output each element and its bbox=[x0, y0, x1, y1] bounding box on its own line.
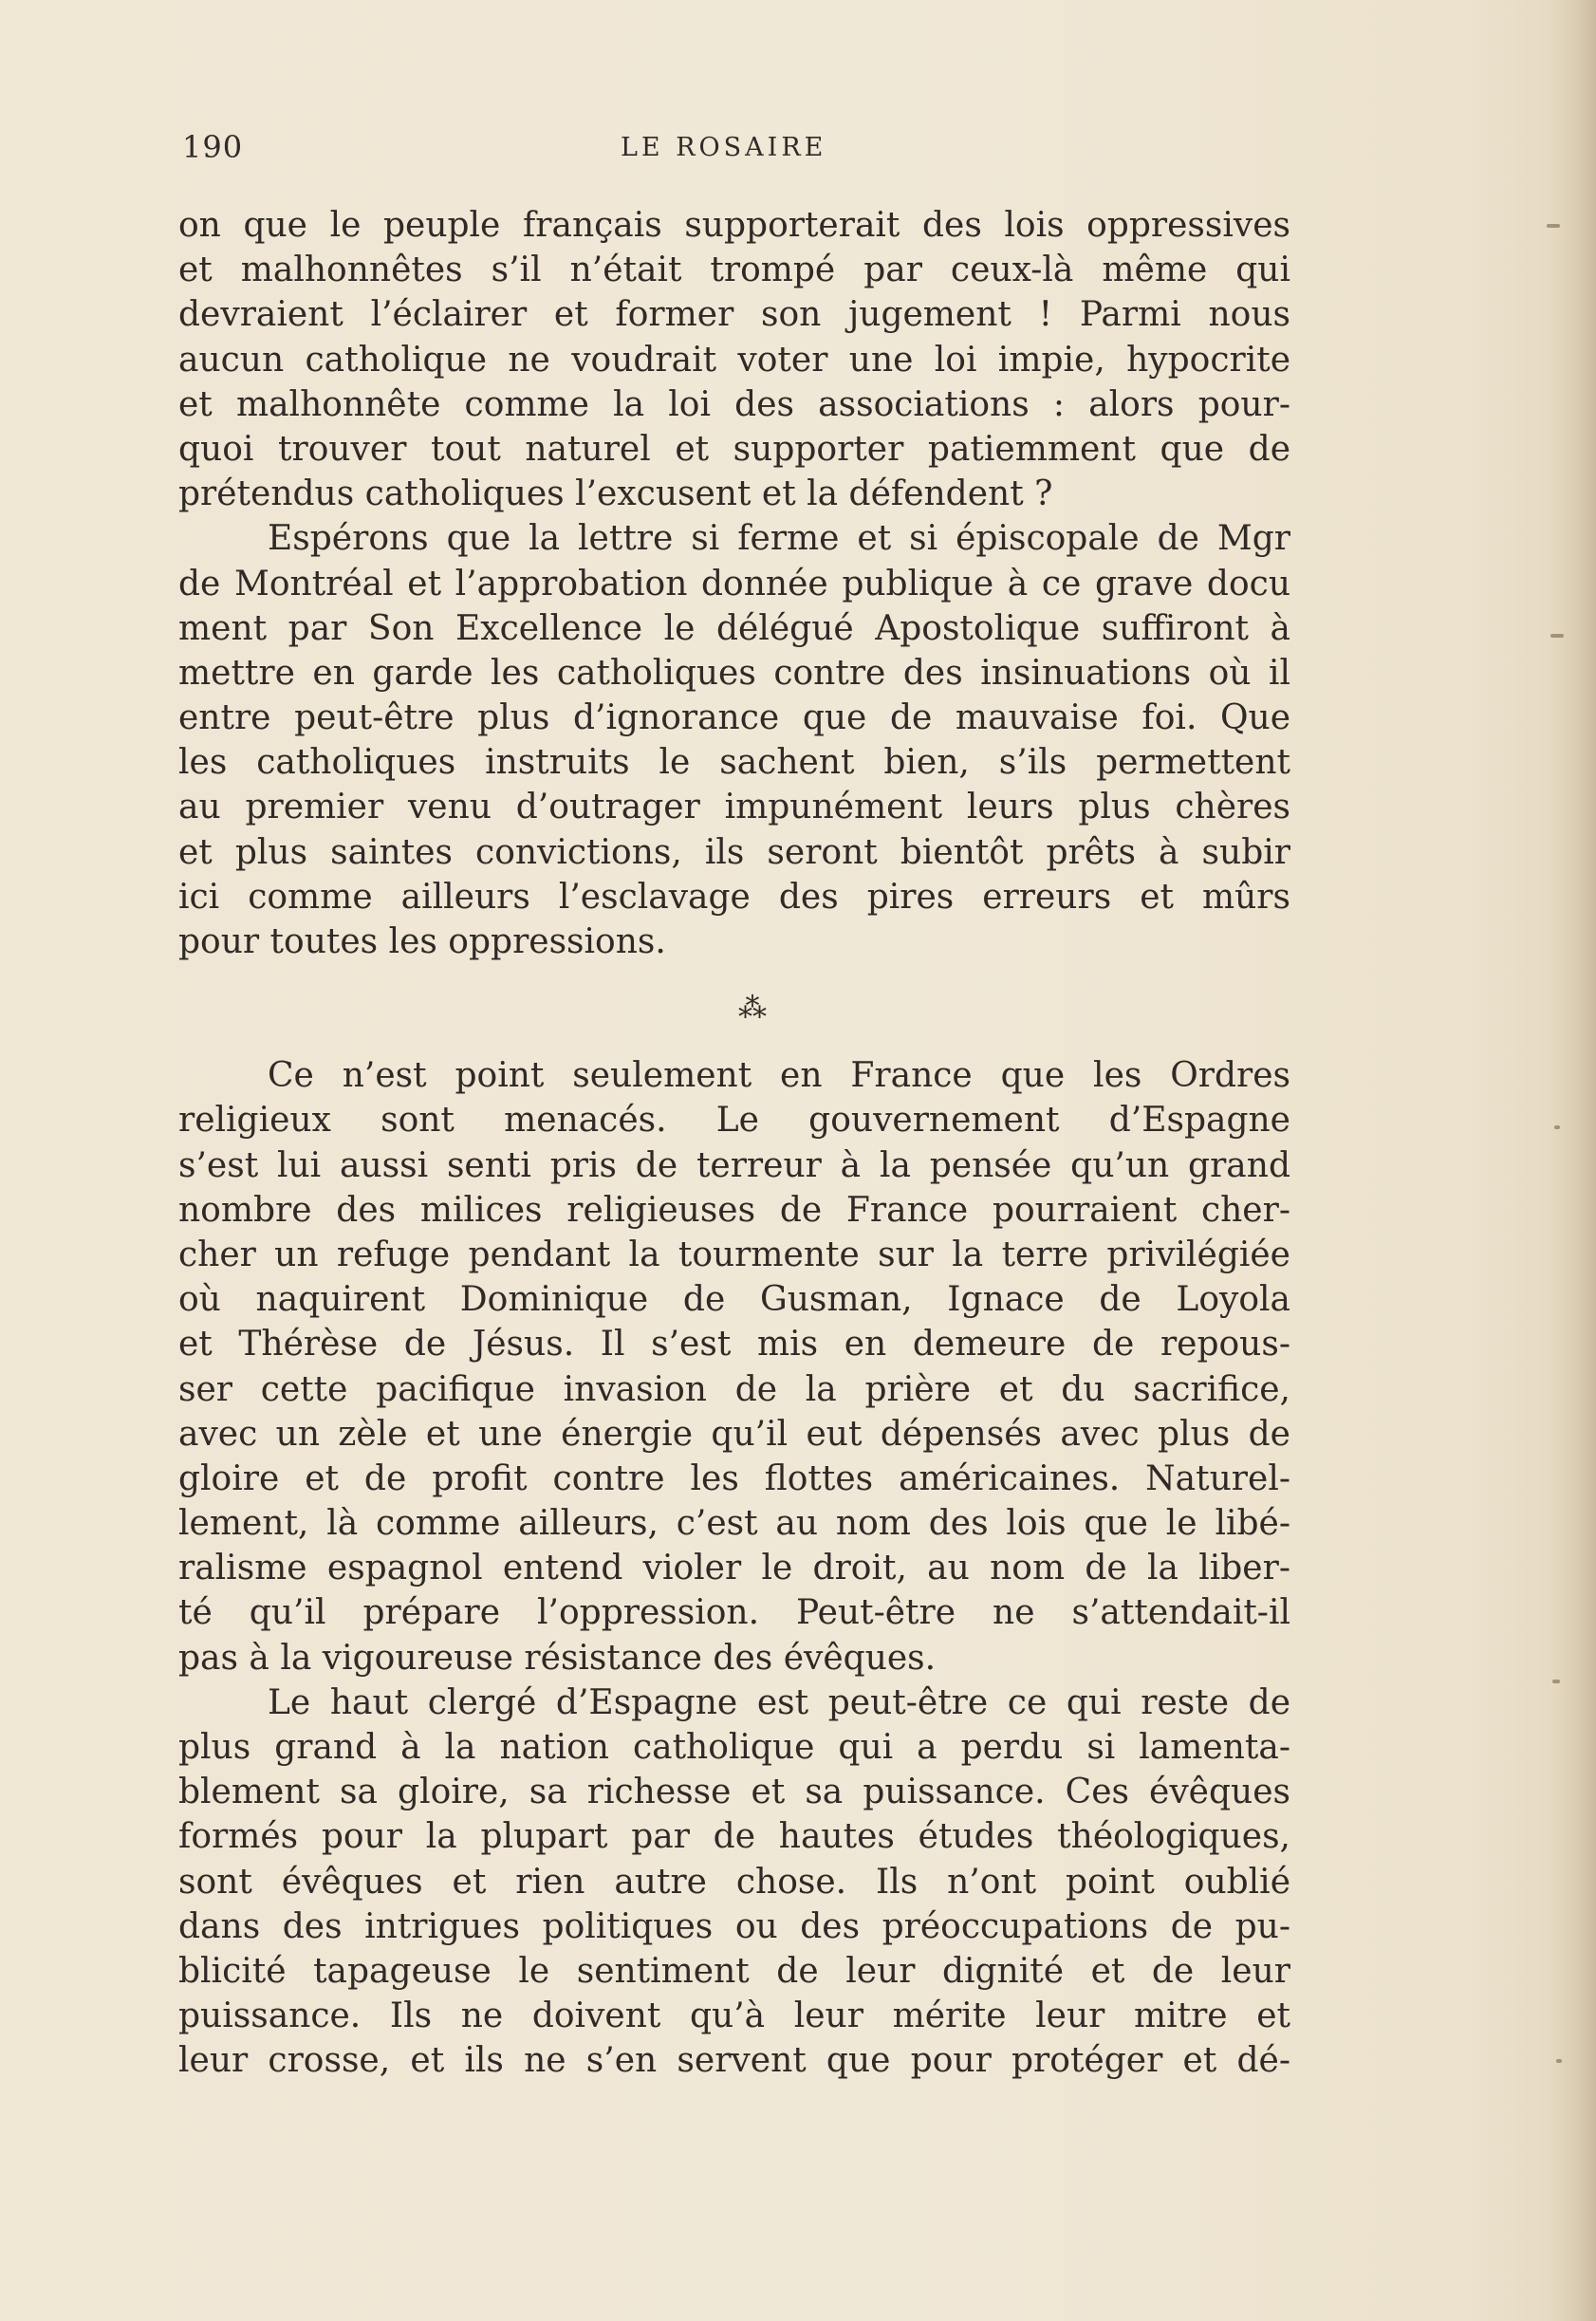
text-line: gloire et de profit contre les flottes américaines. Naturel- bbox=[178, 1458, 1290, 1498]
text-line: ralisme espagnol entend violer le droit, au nom de la liber- bbox=[178, 1549, 1290, 1588]
text-line: Ce n’est point seulement en France que les Ordres bbox=[268, 1056, 1290, 1096]
text-line: blicité tapageuse le sentiment de leur dignité et de leur bbox=[178, 1951, 1290, 1991]
text-line: formés pour la plupart par de hautes études théologiques, bbox=[178, 1817, 1290, 1857]
text-line: Le haut clergé d’Espagne est peut-être ce qui reste de bbox=[268, 1682, 1290, 1722]
text-line: et malhonnête comme la loi des associations : alors pour- bbox=[178, 384, 1290, 424]
margin-mark bbox=[1552, 1680, 1560, 1683]
text-line: religieux sont menacés. Le gouvernement d’Espagne bbox=[178, 1101, 1290, 1141]
text-line: et plus saintes convictions, ils seront bientôt prêts à subir bbox=[178, 832, 1290, 872]
text-line: pour toutes les oppressions. bbox=[178, 922, 666, 961]
text-line: dans des intrigues politiques ou des préoccupations de pu- bbox=[178, 1906, 1290, 1946]
text-line: ici comme ailleurs l’esclavage des pires erreurs et mûrs bbox=[178, 877, 1290, 917]
text-line: aucun catholique ne voudrait voter une loi impie, hypocrite bbox=[178, 340, 1290, 380]
text-line: prétendus catholiques l’excusent et la défendent ? bbox=[178, 474, 1053, 514]
text-line: au premier venu d’outrager impunément leurs plus chères bbox=[178, 788, 1290, 827]
text-line: on que le peuple français supporterait des lois oppressives bbox=[178, 206, 1290, 245]
text-line: ser cette pacifique invasion de la prière et du sacrifice, bbox=[178, 1369, 1290, 1409]
text-line: nombre des milices religieuses de France pourraient cher- bbox=[178, 1190, 1290, 1230]
margin-mark bbox=[1556, 2059, 1562, 2063]
text-line: puissance. Ils ne doivent qu’à leur mérite leur mitre et bbox=[178, 1996, 1290, 2036]
text-line: et malhonnêtes s’il n’était trompé par ceux-là même qui bbox=[178, 251, 1290, 290]
text-line: et Thérèse de Jésus. Il s’est mis en demeure de repous- bbox=[178, 1325, 1290, 1365]
section-separator: ⁂ bbox=[738, 992, 769, 1026]
text-line: cher un refuge pendant la tourmente sur la terre privilégiée bbox=[178, 1235, 1290, 1274]
text-line: quoi trouver tout naturel et supporter patiemment que de bbox=[178, 429, 1290, 469]
page-number: 190 bbox=[182, 129, 244, 165]
text-line: entre peut-être plus d’ignorance que de mauvaise foi. Que bbox=[178, 698, 1290, 738]
text-line: s’est lui aussi senti pris de terreur à la pensée qu’un grand bbox=[178, 1145, 1290, 1185]
text-line: de Montréal et l’approbation donnée publique à ce grave docu bbox=[178, 564, 1290, 603]
text-line: devraient l’éclairer et former son jugement ! Parmi nous bbox=[178, 295, 1290, 335]
text-line: sont évêques et rien autre chose. Ils n’ont point oublié bbox=[178, 1862, 1290, 1902]
margin-mark bbox=[1554, 1125, 1560, 1129]
text-line: avec un zèle et une énergie qu’il eut dépensés avec plus de bbox=[178, 1414, 1290, 1454]
text-line: mettre en garde les catholiques contre des insinuations où il bbox=[178, 653, 1290, 693]
text-line: pas à la vigoureuse résistance des évêques. bbox=[178, 1638, 937, 1678]
text-line: Espérons que la lettre si ferme et si épiscopale de Mgr bbox=[268, 519, 1290, 559]
page-edge-shadow bbox=[1550, 0, 1596, 2321]
text-line: blement sa gloire, sa richesse et sa puissance. Ces évêques bbox=[178, 1773, 1290, 1812]
running-header bbox=[182, 129, 1292, 176]
text-line: les catholiques instruits le sachent bien, s’ils permettent bbox=[178, 743, 1290, 783]
body-text bbox=[178, 203, 1290, 2084]
text-line: ment par Son Excellence le délégué Apostolique suffiront à bbox=[178, 608, 1290, 648]
running-title: LE ROSAIRE bbox=[621, 133, 827, 162]
text-line: té qu’il prépare l’oppression. Peut-être ne s’attendait-il bbox=[178, 1593, 1290, 1633]
text-line: plus grand à la nation catholique qui a perdu si lamenta- bbox=[178, 1728, 1290, 1767]
margin-mark bbox=[1550, 634, 1564, 638]
text-line: où naquirent Dominique de Gusman, Ignace de Loyola bbox=[178, 1280, 1290, 1320]
text-line: lement, là comme ailleurs, c’est au nom des lois que le libé- bbox=[178, 1504, 1290, 1544]
margin-mark bbox=[1547, 224, 1560, 228]
text-line: leur crosse, et ils ne s’en servent que pour protéger et dé- bbox=[178, 2041, 1290, 2081]
